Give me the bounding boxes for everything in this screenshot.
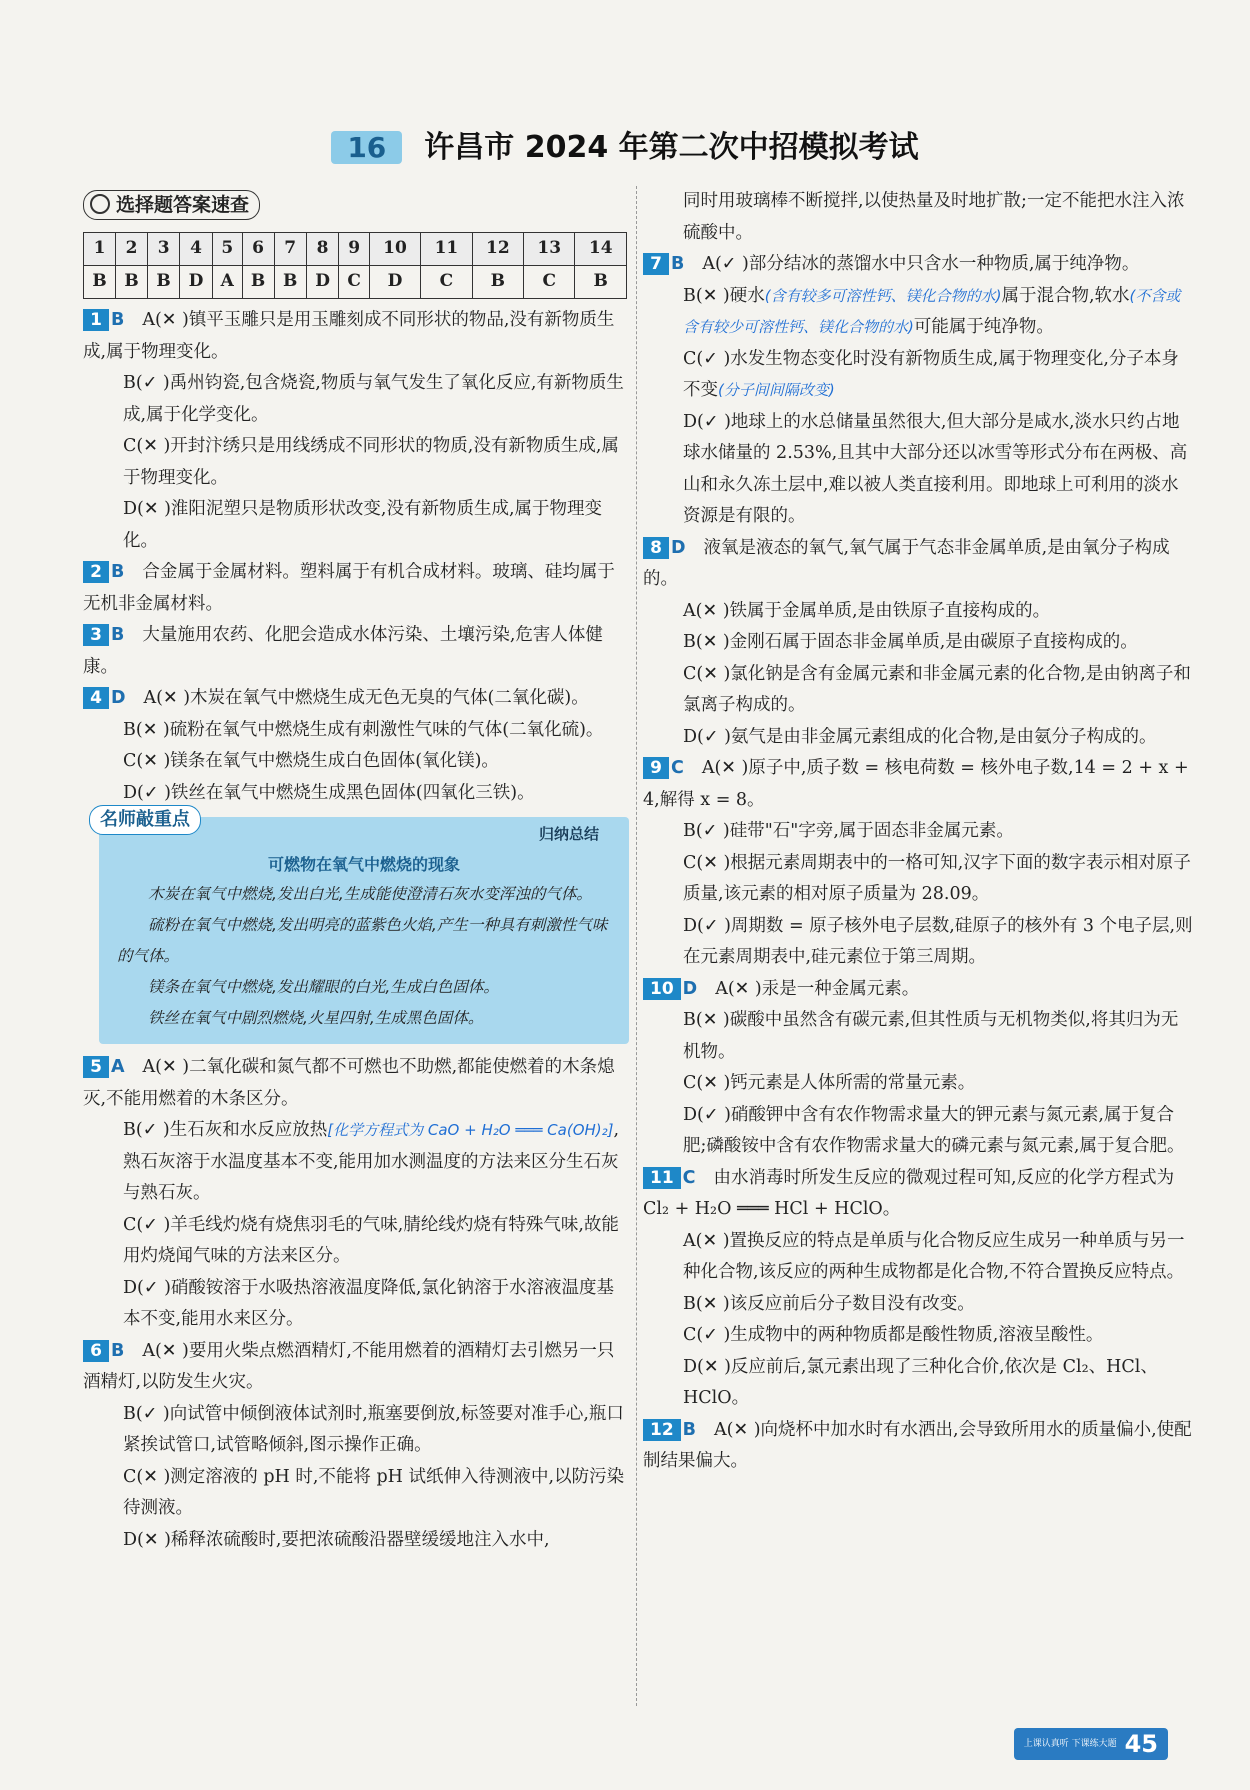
brand-slogan: 上课认真听 下课练大题: [1023, 1739, 1117, 1749]
question-answer: C: [671, 758, 684, 778]
question-answer: D: [682, 978, 698, 999]
question-answer: B: [111, 1340, 125, 1361]
question-answer: D: [111, 688, 126, 708]
question-answer: D: [671, 537, 686, 558]
question-number: 9: [643, 757, 669, 779]
answer-key-numbers-row: 1 2 3 4 5 6 7 8 9 10 11 12 13 14: [84, 233, 627, 266]
question-number: 5: [83, 1056, 109, 1078]
question-number: 1: [83, 309, 109, 331]
question-5: 5 A A(✕ )二氧化碳和氮气都不可燃也不助燃,都能使燃着的木条熄灭,不能用燃着的木条区分。 B(✓ )生石灰和水反应放热[化学方程式为 CaO + H₂O ═══ Ca(OH)₂],熟石灰溶于水温度基本不变,能用加水测温度的方法来区分生石灰与熟石灰。 C(✓ )羊毛线灼烧有烧焦羽毛的气味,腈纶线灼烧有特殊气味,故能用灼烧闻气味的方法来区分。 D(✓ )硝酸铵溶于水吸热溶液温度降低,氯化钠溶于水溶液温度基本不变,能用水来区分。: [83, 1057, 620, 1329]
question-answer: C: [682, 1167, 696, 1188]
question-number: 8: [643, 537, 669, 559]
teacher-tip-box: 名师敲重点 归纳总结 可燃物在氧气中燃烧的现象 木炭在氧气中燃烧,发出白光,生成能使澄清石灰水变浑浊的气体。 硫粉在氧气中燃烧,发出明亮的蓝紫色火焰,产生一种具有刺激性气味的气体。 镁条在氧气中燃烧,发出耀眼的白光,生成白色固体。 铁丝在氧气中剧烈燃烧,火星四射,生成黑色固体。: [99, 817, 629, 1044]
question-answer: B: [111, 310, 125, 330]
handwritten-note: (含有较多可溶性钙、镁化合物的水): [764, 286, 1002, 305]
question-answer: B: [682, 1419, 697, 1440]
column-divider: [636, 186, 637, 1706]
question-answer: B: [111, 625, 125, 645]
question-number: 10: [643, 978, 681, 1000]
question-12: 12 B A(✕ )向烧杯中加水时有水洒出,会导致所用水的质量偏小,使配制结果偏大。: [643, 1419, 1192, 1471]
handwritten-note: (不含或含有较少可溶性钙、镁化合物的水): [683, 286, 1181, 336]
teacher-tip-tag: 名师敲重点: [89, 805, 201, 835]
question-9: 9 C A(✕ )原子中,质子数 = 核电荷数 = 核外电子数,14 = 2 + x + 4,解得 x = 8。 B(✓ )硅带"石"字旁,属于固态非金属元素。 C(✕ )根据元素周期表中的一格可知,汉字下面的数字表示相对原子质量,该元素的相对原子质量为 28.09。 D(✓ )周期数 = 原子核外电子层数,硅原子的核外有 3 个电子层,则在元素周期表中,硅元素位于第三周期。: [643, 758, 1193, 967]
question-answer: B: [671, 254, 685, 274]
question-number: 11: [643, 1167, 681, 1189]
question-number: 12: [643, 1419, 681, 1441]
question-answer: A: [111, 1057, 125, 1077]
answer-key-answers-row: B B B D A B B D C D C B C B: [84, 266, 627, 299]
page-title: [0, 122, 1250, 166]
summary-label: 归纳总结: [538, 825, 599, 843]
answer-key-heading: 选择题答案速查: [83, 190, 260, 220]
question-1: 1 B A(✕ )镇平玉雕只是用玉雕刻成不同形状的物品,没有新物质生成,属于物理变化。 B(✓ )禹州钧瓷,包含烧瓷,物质与氧气发生了氧化反应,有新物质生成,属于化学变化。 C(✕ )开封汴绣只是用线绣成不同形状的物质,没有新物质生成,属于物理变化。 D(✕ )淮阳泥塑只是物质形状改变,没有新物质生成,属于物理变化。: [83, 310, 624, 551]
answer-key-icon: [90, 194, 110, 214]
question-6: 6 B A(✕ )要用火柴点燃酒精灯,不能用燃着的酒精灯去引燃另一只酒精灯,以防发生火灾。 B(✓ )向试管中倾倒液体试剂时,瓶塞要倒放,标签要对准手心,瓶口紧挨试管口,试管略倾斜,图示操作正确。 C(✕ )测定溶液的 pH 时,不能将 pH 试纸伸入待测液中,以防污染待测液。 D(✕ )稀释浓硫酸时,要把浓硫酸沿器壁缓缓地注入水中,: [83, 1340, 625, 1550]
handwritten-note: (分子间间隔改变): [718, 381, 835, 399]
question-number: 7: [643, 253, 669, 275]
exam-title: 许昌市 2024 年第二次中招模拟考试: [424, 130, 919, 165]
question-2: 2 B 合金属于金属材料。塑料属于有机合成材料。玻璃、硅均属于无机非金属材料。: [83, 562, 615, 614]
question-number: 2: [83, 561, 109, 583]
exam-number: 16: [331, 131, 402, 164]
question-number: 6: [83, 1340, 109, 1362]
question-7: 7 B A(✓ )部分结冰的蒸馏水中只含水一种物质,属于纯净物。 B(✕ )硬水(含有较多可溶性钙、镁化合物的水)属于混合物,软水(不含或含有较少可溶性钙、镁化合物的水)可能属于纯净物。 C(✓ )水发生物态变化时没有新物质生成,属于物理变化,分子本身不变(分子间间隔改变) D(✓ )地球上的水总储量虽然很大,但大部分是咸水,淡水只约占地球水储量的 2.53%,且其中大部分还以冰雪等形式分布在两极、高山和永久冻土层中,难以被人类直接利用。即地球上可利用的淡水资源是有限的。: [643, 249, 1193, 533]
left-column: [83, 190, 628, 1556]
page-number: $^{上课认真听 下课练大题}$ 45: [1014, 1728, 1168, 1760]
right-column: [643, 186, 1193, 1478]
question-answer: B: [111, 562, 125, 582]
handwritten-note: [化学方程式为 CaO + H₂O ═══ Ca(OH)₂]: [327, 1121, 614, 1139]
tip-title: 可燃物在氧气中燃烧的现象: [267, 855, 460, 874]
question-11: 11 C 由水消毒时所发生反应的微观过程可知,反应的化学方程式为 Cl₂ + H₂O ═══ HCl + HClO。 A(✕ )置换反应的特点是单质与化合物反应生成另一种单质与另一种化合物,该反应的两种生成物都是化合物,不符合置换反应特点。 B(✕ )该反应前后分子数目没有改变。 C(✓ )生成物中的两种物质都是酸性物质,溶液呈酸性。 D(✕ )反应前后,氯元素出现了三种化合价,依次是 Cl₂、HCl、HClO。: [643, 1167, 1185, 1408]
question-6-continued: 同时用玻璃棒不断搅拌,以使热量及时地扩散;一定不能把水注入浓硫酸中。: [683, 191, 1185, 243]
question-3: 3 B 大量施用农药、化肥会造成水体污染、土壤污染,危害人体健康。: [83, 625, 603, 677]
question-number: 4: [83, 687, 109, 709]
question-10: 10 D A(✕ )汞是一种金属元素。 B(✕ )碳酸中虽然含有碳元素,但其性质与无机物类似,将其归为无机物。 C(✕ )钙元素是人体所需的常量元素。 D(✓ )硝酸钾中含有农作物需求量大的钾元素与氮元素,属于复合肥;磷酸铵中含有农作物需求量大的磷元素与氮元素,属于复合肥。: [643, 974, 1193, 1163]
question-8: 8 D 液氧是液态的氧气,氧气属于气态非金属单质,是由氧分子构成的。 A(✕ )铁属于金属单质,是由铁原子直接构成的。 B(✕ )金刚石属于固态非金属单质,是由碳原子直接构成的。 C(✕ )氯化钠是含有金属元素和非金属元素的化合物,是由钠离子和氯离子构成的。 D(✓ )氨气是由非金属元素组成的化合物,是由氨分子构成的。: [643, 537, 1191, 747]
question-4: 4 D A(✕ )木炭在氧气中燃烧生成无色无臭的气体(二氧化碳)。 B(✕ )硫粉在氧气中燃烧生成有刺激性气味的气体(二氧化硫)。 C(✕ )镁条在氧气中燃烧生成白色固体(氧化镁)。 D(✓ )铁丝在氧气中燃烧生成黑色固体(四氧化三铁)。: [83, 683, 628, 809]
answer-key-table: [83, 232, 627, 299]
question-number: 3: [83, 624, 109, 646]
